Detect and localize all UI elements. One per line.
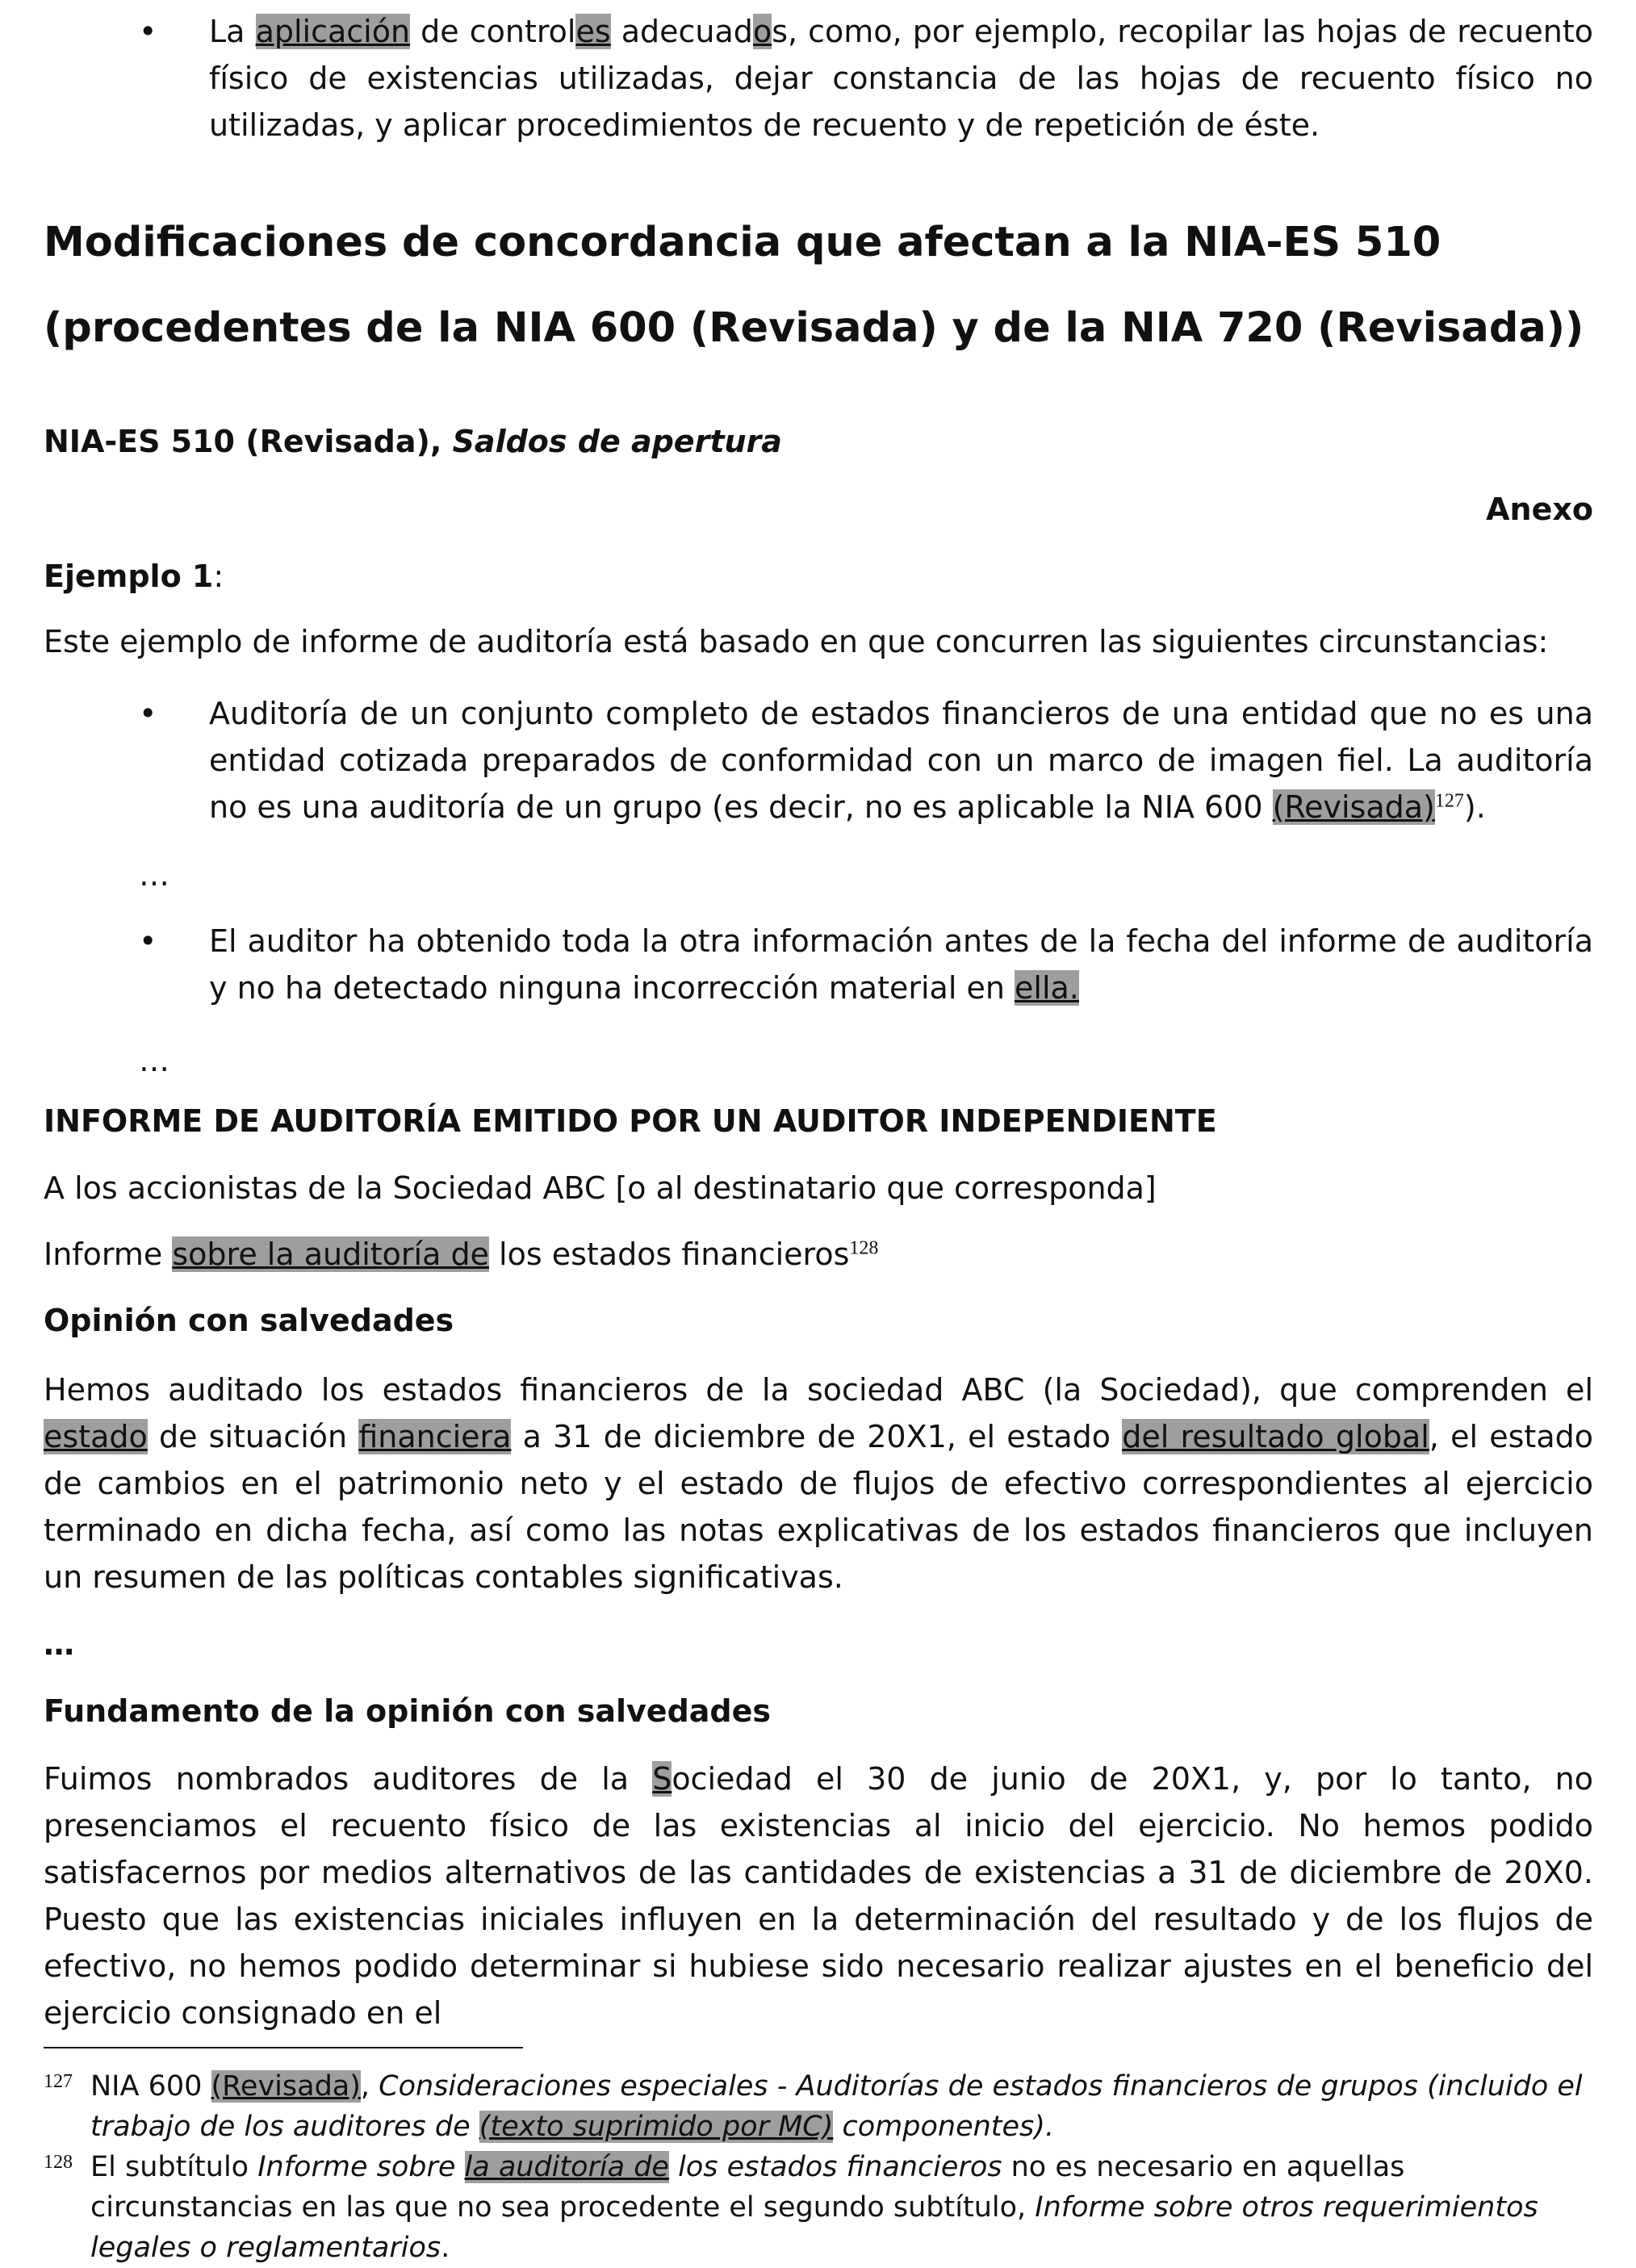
opinion-title: Opinión con salvedades	[44, 1303, 454, 1338]
footnote-number: 127	[44, 2071, 73, 2092]
footnote-number: 128	[44, 2152, 73, 2173]
standard-title: NIA-ES 510 (Revisada), Saldos de apertura	[44, 424, 782, 459]
section-heading: Modificaciones de concordancia que afectan a la NIA-ES 510 (procedentes de la NIA 600 (Revisada) y de la NIA 720 (Revisada))	[44, 219, 1584, 352]
ellipsis: …	[139, 1043, 169, 1078]
addressee-line: A los accionistas de la Sociedad ABC [o al destinatario que corresponda]	[44, 1170, 1157, 1206]
bullet-text: Auditoría de un conjunto completo de estados financieros de una entidad que no es una entidad cotizada preparados de conformidad con un marco de imagen fiel. La auditoría no es una auditoría de un grupo (es decir, no es aplicable la NIA 600 (Revisada)$^{127}$).	[209, 696, 1593, 825]
bullet-icon: •	[139, 696, 157, 731]
example-label: Ejemplo 1:	[44, 559, 224, 594]
opinion-paragraph: Hemos auditado los estados financieros de la sociedad ABC (la Sociedad), que comprenden el estado de situación financiera a 31 de diciembre de 20X1, el estado del resultado global, el estado de cambios en el patrimonio neto y el estado de flujos de efectivo correspondientes al ejercicio terminado en dicha fecha, así como las notas explicativas de los estados financieros que incluyen un resumen de las políticas contables significativas.	[44, 1372, 1593, 1595]
basis-title: Fundamento de la opinión con salvedades	[44, 1693, 772, 1729]
bullet-text: El auditor ha obtenido toda la otra información antes de la fecha del informe de auditoría y no ha detectado ninguna incorrección material en ella.	[209, 923, 1593, 1006]
basis-paragraph: Fuimos nombrados auditores de la Sociedad el 30 de junio de 20X1, y, por lo tanto, no presenciamos el recuento físico de las existencias al inicio del ejercicio. No hemos podido satisfacernos por medios alternativos de las cantidades de existencias a 31 de diciembre de 20X0. Puesto que las existencias iniciales influyen en la determinación del resultado y de los flujos de efectivo, no hemos podido determinar si hubiese sido necesario realizar ajustes en el beneficio del ejercicio consignado en el	[44, 1761, 1593, 2031]
footnote-text: NIA 600 (Revisada), Consideraciones especiales - Auditorías de estados financieros de grupos (incluido el trabajo de los auditores de (texto suprimido por MC) componentes).	[90, 2070, 1583, 2143]
intro-paragraph: Este ejemplo de informe de auditoría está basado en que concurren las siguientes circunstancias:	[44, 624, 1549, 659]
ellipsis: …	[139, 857, 169, 893]
footnote-separator	[44, 2047, 523, 2048]
annex-label: Anexo	[1486, 492, 1593, 527]
bullet-icon: •	[139, 923, 157, 959]
report-title: INFORME DE AUDITORÍA EMITIDO POR UN AUDITOR INDEPENDIENTE	[44, 1103, 1217, 1139]
bullet-icon: •	[139, 14, 157, 49]
bullet-text: La aplicación de controles adecuados, como, por ejemplo, recopilar las hojas de recuento físico de existencias utilizadas, dejar constancia de las hojas de recuento físico no utilizadas, y aplicar procedimientos de recuento y de repetición de éste.	[209, 14, 1593, 143]
ellipsis: …	[44, 1626, 74, 1662]
footnote-text: El subtítulo Informe sobre la auditoría de los estados financieros no es necesario en aquellas circunstancias en las que no sea procedente el segundo subtítulo, Informe sobre otros requerimientos legales o reglamentarios.	[90, 2151, 1538, 2264]
report-subtitle: Informe sobre la auditoría de los estados financieros$^{128}$	[44, 1237, 879, 1272]
